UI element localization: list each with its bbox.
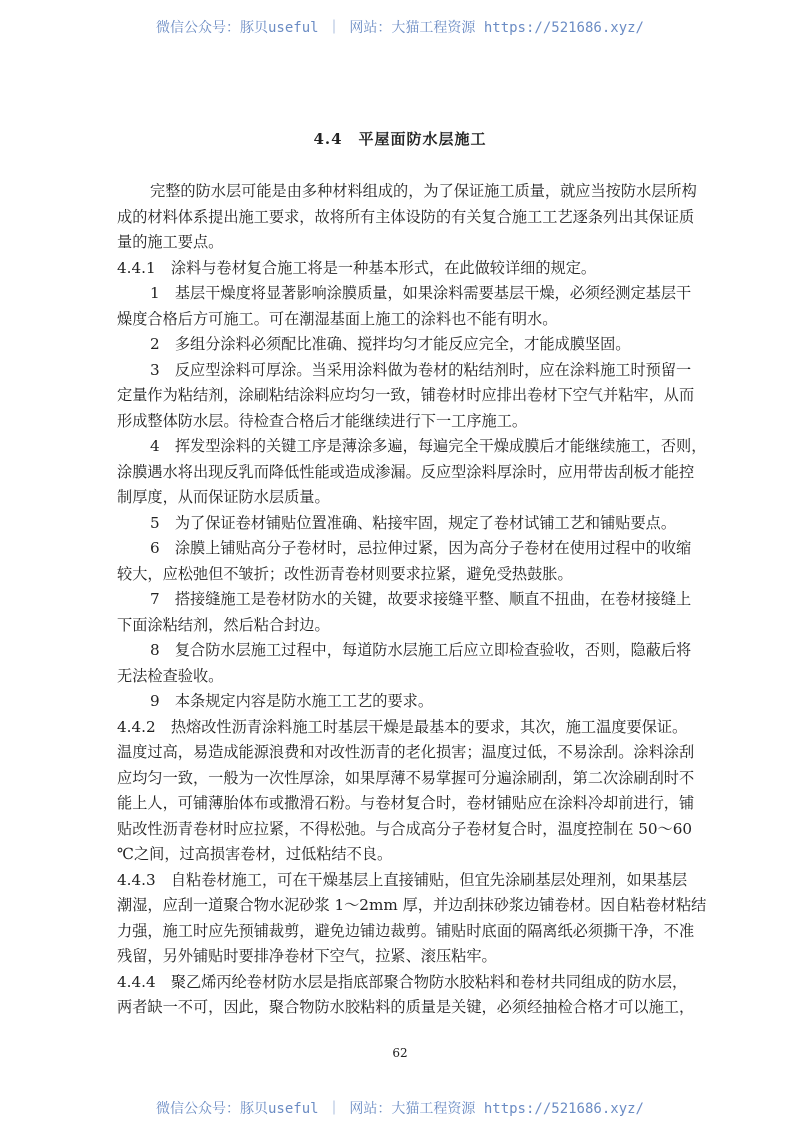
text-line: 贴改性沥青卷材时应拉紧，不得松弛。与合成高分子卷材复合时，温度控制在 50～60 — [117, 819, 693, 838]
text-line: 下面涂粘结剂，然后粘合封边。 — [117, 615, 330, 634]
paragraph — [117, 511, 683, 537]
text-line: 4.4.4 聚乙烯丙纶卷材防水层是指底部聚合物防水胶粘料和卷材共同组成的防水层， — [117, 972, 688, 991]
paragraph — [117, 689, 683, 715]
text-line: 定量作为粘结剂，涂刷粘结涂料应均匀一致，铺卷材时应排出卷材下空气并粘牢，从而 — [117, 386, 695, 404]
text-line: 成的材料体系提出施工要求，故将所有主体设防的有关复合施工工艺逐条列出其保证质 — [117, 207, 695, 226]
text-line: 3 反应型涂料可厚涂。当采用涂料做为卷材的粘结剂时，应在涂料施工时预留一 — [150, 360, 692, 379]
text-line: 残留，另外铺贴时要排净卷材下空气，拉紧、滚压粘牢。 — [117, 947, 497, 965]
text-line: 温度过高，易造成能源浪费和对改性沥青的老化损害；温度过低，不易涂刮。涂料涂刮 — [117, 743, 695, 761]
paragraph — [117, 179, 697, 256]
text-line: 制厚度，从而保证防水层质量。 — [117, 488, 330, 506]
paragraph — [117, 587, 692, 638]
text-line: 4.4.3 自粘卷材施工，可在干燥基层上直接铺贴，但宜先涂刷基层处理剂，如果基层 — [117, 870, 688, 889]
text-line: 9 本条规定内容是防水施工工艺的要求。 — [150, 692, 434, 710]
paragraph — [117, 715, 695, 868]
document-body — [117, 179, 707, 1021]
paragraph — [117, 638, 692, 689]
text-line: 力强，施工时应先预铺裁剪，避免边铺边裁剪。铺贴时底面的隔离纸必须撕干净，不准 — [117, 921, 695, 940]
text-line: 4.4.2 热熔改性沥青涂料施工时基层干燥是最基本的要求，其次，施工温度要保证。 — [117, 717, 688, 736]
text-line: 5 为了保证卷材铺贴位置准确、粘接牢固，规定了卷材试铺工艺和铺贴要点。 — [150, 513, 677, 532]
paragraph — [117, 868, 707, 970]
section-title: 4.4 平屋面防水层施工 — [313, 130, 487, 148]
paragraph — [117, 256, 683, 282]
text-line: 8 复合防水层施工过程中，每道防水层施工后应立即检查验收，否则，隐蔽后将 — [150, 641, 692, 659]
watermark-footer: 微信公众号：豚贝useful ｜ 网站：大猫工程资源 https://521686.xyz/ — [155, 1101, 644, 1117]
text-line: 6 涂膜上铺贴高分子卷材时，忌拉伸过紧，因为高分子卷材在使用过程中的收缩 — [150, 539, 692, 557]
text-line: 潮湿，应刮一道聚合物水泥砂浆 1～2mm 厚，并边刮抹砂浆边铺卷材。因自粘卷材粘结 — [117, 896, 707, 914]
text-line: 较大，应松弛但不皱折；改性沥青卷材则要求拉紧，避免受热鼓胀。 — [117, 564, 573, 583]
paragraph — [117, 434, 707, 511]
text-line: 两者缺一不可，因此，聚合物防水胶粘料的质量是关键，必须经抽检合格才可以施工， — [117, 998, 695, 1016]
text-line: 能上人，可铺薄胎体布或撒滑石粉。与卷材复合时，卷材铺贴应在涂料冷却前进行，铺 — [117, 794, 695, 812]
page-number: 62 — [392, 1046, 408, 1060]
text-line: 应均匀一致，一般为一次性厚涂，如果厚薄不易掌握可分遍涂刷刮，第二次涂刷刮时不 — [117, 768, 695, 787]
paragraph — [117, 332, 683, 358]
paragraph — [117, 970, 695, 1021]
text-line: 燥度合格后方可施工。可在潮湿基面上施工的涂料也不能有明水。 — [117, 309, 558, 328]
text-line: 无法检查验收。 — [117, 666, 224, 685]
text-line: 2 多组分涂料必须配比准确、搅拌均匀才能反应完全，才能成膜坚固。 — [150, 335, 631, 353]
paragraph — [117, 536, 692, 587]
text-line: 量的施工要点。 — [117, 233, 224, 251]
text-line: 4 挥发型涂料的关键工序是薄涂多遍，每遍完全干燥成膜后才能继续施工，否则， — [150, 437, 707, 455]
text-line: 7 搭接缝施工是卷材防水的关键，故要求接缝平整、顺直不扭曲，在卷材接缝上 — [150, 590, 692, 608]
watermark-header: 微信公众号：豚贝useful ｜ 网站：大猫工程资源 https://521686.xyz/ — [155, 20, 644, 36]
text-line: ℃之间，过高损害卷材，过低粘结不良。 — [117, 845, 393, 863]
text-line: 涂膜遇水将出现反乳而降低性能或造成渗漏。反应型涂料厚涂时，应用带齿刮板才能控 — [117, 462, 695, 481]
text-line: 1 基层干燥度将显著影响涂膜质量，如果涂料需要基层干燥，必须经测定基层干 — [150, 284, 692, 302]
paragraph — [117, 358, 695, 435]
text-line: 形成整体防水层。待检查合格后才能继续进行下一工序施工。 — [117, 411, 528, 430]
paragraph — [117, 281, 692, 332]
text-line: 完整的防水层可能是由多种材料组成的，为了保证施工质量，就应当按防水层所构 — [150, 182, 697, 200]
text-line: 4.4.1 涂料与卷材复合施工将是一种基本形式，在此做较详细的规定。 — [117, 258, 597, 277]
